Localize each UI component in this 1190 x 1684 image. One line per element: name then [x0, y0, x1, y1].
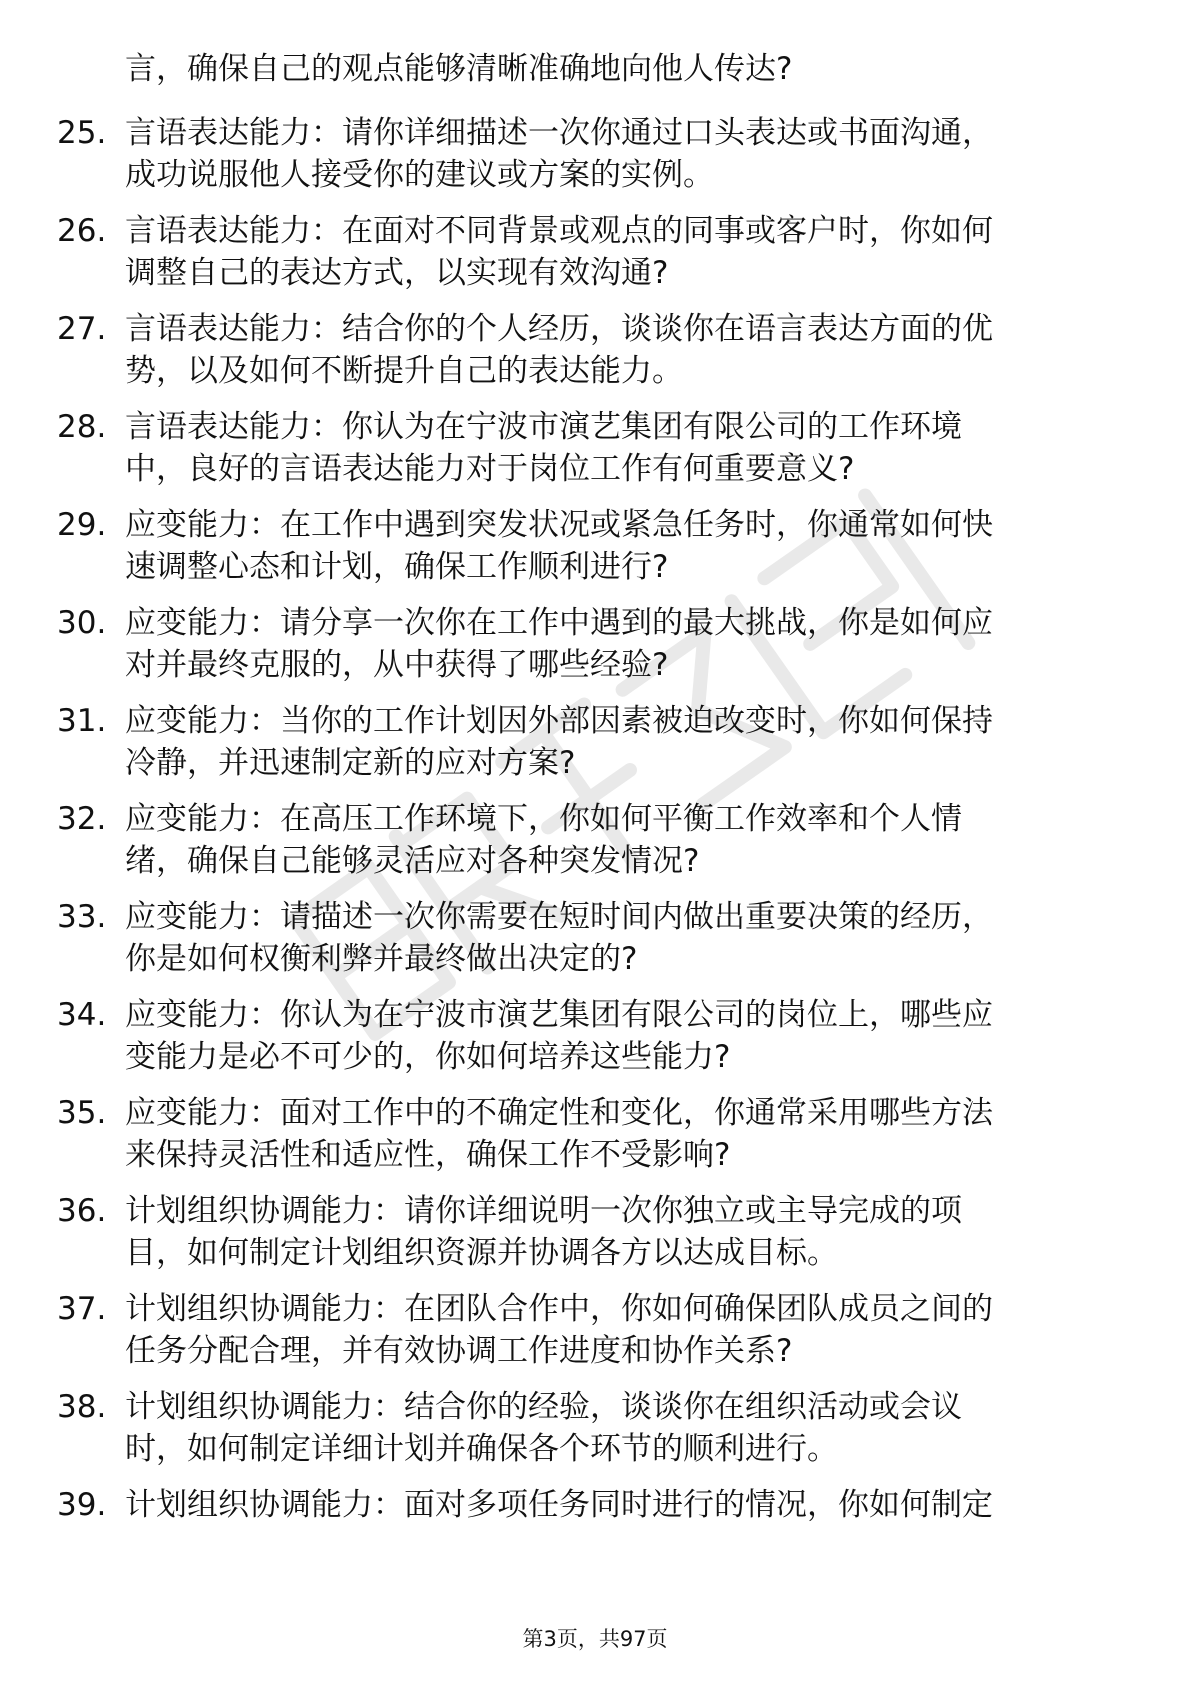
question-text-line-2: 势，以及如何不断提升自己的表达能力。	[125, 353, 683, 389]
question-text-line-2: 速调整心态和计划，确保工作顺利进行?	[125, 549, 669, 585]
question-text-line-1: 计划组织协调能力：请你详细说明一次你独立或主导完成的项	[125, 1193, 962, 1229]
question-text-line-1: 言语表达能力：请你详细描述一次你通过口头表达或书面沟通，	[125, 115, 993, 151]
question-list	[0, 112, 1190, 1582]
question-text-line-2: 时，如何制定详细计划并确保各个环节的顺利进行。	[125, 1431, 838, 1467]
question-number: 25.	[57, 115, 107, 151]
question-item	[0, 1484, 1190, 1582]
question-text-line-2: 冷静，并迅速制定新的应对方案?	[125, 745, 576, 781]
question-text-line-2: 任务分配合理，并有效协调工作进度和协作关系?	[125, 1333, 793, 1369]
question-number: 38.	[57, 1389, 107, 1425]
question-text-line-1: 应变能力：请分享一次你在工作中遇到的最大挑战，你是如何应	[125, 605, 993, 641]
question-text-line-1: 计划组织协调能力：结合你的经验，谈谈你在组织活动或会议	[125, 1389, 962, 1425]
question-item	[0, 700, 1190, 798]
question-number: 33.	[57, 899, 107, 935]
question-item	[0, 1288, 1190, 1386]
question-text-line-1: 言语表达能力：在面对不同背景或观点的同事或客户时，你如何	[125, 213, 993, 249]
question-item	[0, 308, 1190, 406]
question-text-line-2: 成功说服他人接受你的建议或方案的实例。	[125, 157, 714, 193]
question-text-line-1: 应变能力：你认为在宁波市演艺集团有限公司的岗位上，哪些应	[125, 997, 993, 1033]
question-text-line-1: 计划组织协调能力：面对多项任务同时进行的情况，你如何制定	[125, 1487, 993, 1523]
question-number: 29.	[57, 507, 107, 543]
question-number: 27.	[57, 311, 107, 347]
question-number: 35.	[57, 1095, 107, 1131]
question-text-line-1: 应变能力：在工作中遇到突发状况或紧急任务时，你通常如何快	[125, 507, 993, 543]
question-item	[0, 1386, 1190, 1484]
question-text-line-2: 中，良好的言语表达能力对于岗位工作有何重要意义?	[125, 451, 855, 487]
question-text-line-2: 变能力是必不可少的，你如何培养这些能力?	[125, 1039, 731, 1075]
question-text-line-1: 应变能力：在高压工作环境下，你如何平衡工作效率和个人情	[125, 801, 962, 837]
question-item	[0, 602, 1190, 700]
question-number: 31.	[57, 703, 107, 739]
question-text-line-1: 计划组织协调能力：在团队合作中，你如何确保团队成员之间的	[125, 1291, 993, 1327]
question-text-line-1: 应变能力：请描述一次你需要在短时间内做出重要决策的经历，	[125, 899, 993, 935]
continuation-text: 言，确保自己的观点能够清晰准确地向他人传达?	[125, 51, 793, 87]
question-text-line-2: 目，如何制定计划组织资源并协调各方以达成目标。	[125, 1235, 838, 1271]
question-number: 30.	[57, 605, 107, 641]
question-item	[0, 896, 1190, 994]
question-text-line-1: 言语表达能力：你认为在宁波市演艺集团有限公司的工作环境	[125, 409, 962, 445]
question-number: 32.	[57, 801, 107, 837]
question-item	[0, 406, 1190, 504]
question-number: 36.	[57, 1193, 107, 1229]
page-footer: 第3页，共97页	[522, 1627, 668, 1651]
question-text-line-2: 对并最终克服的，从中获得了哪些经验?	[125, 647, 669, 683]
question-text-line-1: 应变能力：当你的工作计划因外部因素被迫改变时，你如何保持	[125, 703, 993, 739]
question-item	[0, 504, 1190, 602]
question-number: 26.	[57, 213, 107, 249]
question-number: 34.	[57, 997, 107, 1033]
question-number: 37.	[57, 1291, 107, 1327]
question-text-line-2: 你是如何权衡利弊并最终做出决定的?	[125, 941, 638, 977]
question-item	[0, 112, 1190, 210]
question-item	[0, 994, 1190, 1092]
question-item	[0, 1092, 1190, 1190]
question-item	[0, 1190, 1190, 1288]
question-number: 28.	[57, 409, 107, 445]
question-text-line-1: 言语表达能力：结合你的个人经历，谈谈你在语言表达方面的优	[125, 311, 993, 347]
question-text-line-2: 绪，确保自己能够灵活应对各种突发情况?	[125, 843, 700, 879]
question-text-line-1: 应变能力：面对工作中的不确定性和变化，你通常采用哪些方法	[125, 1095, 993, 1131]
question-text-line-2: 来保持灵活性和适应性，确保工作不受影响?	[125, 1137, 731, 1173]
question-number: 39.	[57, 1487, 107, 1523]
question-item	[0, 798, 1190, 896]
question-item	[0, 210, 1190, 308]
question-text-line-2: 调整自己的表达方式，以实现有效沟通?	[125, 255, 669, 291]
